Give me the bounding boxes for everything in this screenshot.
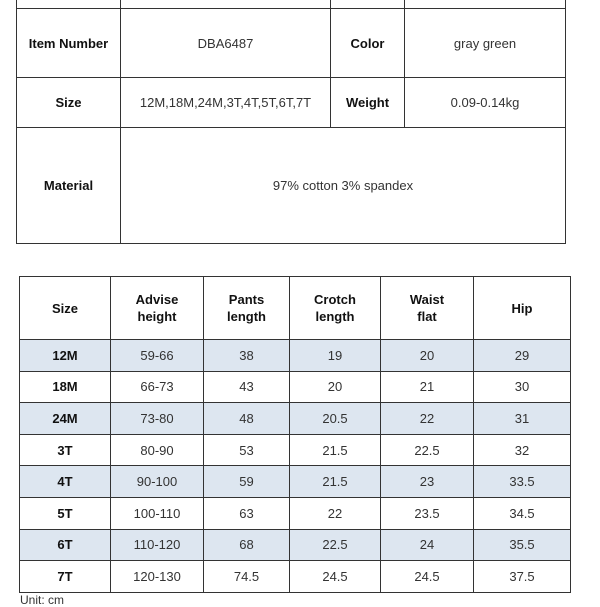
cell-waist-flat: 24.5: [381, 561, 474, 593]
cell-pants-length: 74.5: [204, 561, 290, 593]
spec-cell-empty: [331, 0, 405, 9]
cell-hip: 35.5: [474, 529, 571, 561]
cell-waist-flat: 20: [381, 340, 474, 372]
item-number-value: DBA6487: [121, 9, 331, 78]
cell-advise-height: 110-120: [111, 529, 204, 561]
weight-label: Weight: [331, 78, 405, 128]
material-label: Material: [17, 128, 121, 244]
cell-size: 18M: [20, 371, 111, 403]
cell-size: 5T: [20, 497, 111, 529]
table-row: [20, 497, 571, 529]
cell-waist-flat: 22.5: [381, 434, 474, 466]
cell-pants-length: 43: [204, 371, 290, 403]
cell-crotch-length: 21.5: [290, 434, 381, 466]
cell-crotch-length: 21.5: [290, 466, 381, 498]
cell-advise-height: 100-110: [111, 497, 204, 529]
cell-crotch-length: 20.5: [290, 403, 381, 435]
cell-waist-flat: 22: [381, 403, 474, 435]
color-value: gray green: [405, 9, 566, 78]
spec-cell-empty: [405, 0, 566, 9]
cell-size: 6T: [20, 529, 111, 561]
column-header: Waist flat: [381, 277, 474, 340]
column-header: Advise height: [111, 277, 204, 340]
table-row: [20, 403, 571, 435]
cell-size: 7T: [20, 561, 111, 593]
item-number-label: Item Number: [17, 9, 121, 78]
column-header: Crotch length: [290, 277, 381, 340]
cell-waist-flat: 24: [381, 529, 474, 561]
cell-hip: 37.5: [474, 561, 571, 593]
cell-pants-length: 63: [204, 497, 290, 529]
cell-size: 12M: [20, 340, 111, 372]
size-chart-body: [20, 340, 571, 593]
cell-hip: 31: [474, 403, 571, 435]
spec-cell-empty: [17, 0, 121, 9]
color-label: Color: [331, 9, 405, 78]
cell-advise-height: 80-90: [111, 434, 204, 466]
cell-waist-flat: 23: [381, 466, 474, 498]
table-row: [20, 340, 571, 372]
cell-hip: 29: [474, 340, 571, 372]
column-header: Pants length: [204, 277, 290, 340]
cell-pants-length: 53: [204, 434, 290, 466]
material-value: 97% cotton 3% spandex: [121, 128, 566, 244]
cell-hip: 33.5: [474, 466, 571, 498]
cell-crotch-length: 22.5: [290, 529, 381, 561]
spec-row-size: [17, 78, 566, 128]
table-row: [20, 561, 571, 593]
cell-size: 24M: [20, 403, 111, 435]
cell-hip: 34.5: [474, 497, 571, 529]
product-spec-table: [16, 0, 566, 244]
cell-pants-length: 48: [204, 403, 290, 435]
cell-pants-length: 68: [204, 529, 290, 561]
table-row: [20, 529, 571, 561]
cell-pants-length: 59: [204, 466, 290, 498]
cell-advise-height: 66-73: [111, 371, 204, 403]
table-row: [20, 371, 571, 403]
spec-row-item-number: [17, 9, 566, 78]
weight-value: 0.09-0.14kg: [405, 78, 566, 128]
spec-row-top: [17, 0, 566, 9]
cell-size: 4T: [20, 466, 111, 498]
spec-cell-empty: [121, 0, 331, 9]
cell-crotch-length: 20: [290, 371, 381, 403]
cell-advise-height: 90-100: [111, 466, 204, 498]
cell-advise-height: 59-66: [111, 340, 204, 372]
cell-advise-height: 73-80: [111, 403, 204, 435]
cell-pants-length: 38: [204, 340, 290, 372]
size-label: Size: [17, 78, 121, 128]
cell-advise-height: 120-130: [111, 561, 204, 593]
column-header: Hip: [474, 277, 571, 340]
cell-crotch-length: 22: [290, 497, 381, 529]
table-row: [20, 466, 571, 498]
cell-hip: 30: [474, 371, 571, 403]
column-header: Size: [20, 277, 111, 340]
cell-crotch-length: 24.5: [290, 561, 381, 593]
cell-hip: 32: [474, 434, 571, 466]
cell-size: 3T: [20, 434, 111, 466]
size-value: 12M,18M,24M,3T,4T,5T,6T,7T: [121, 78, 331, 128]
spec-row-material: [17, 128, 566, 244]
unit-note: Unit: cm: [20, 593, 65, 607]
cell-crotch-length: 19: [290, 340, 381, 372]
size-chart-table: [19, 276, 571, 593]
table-row: [20, 434, 571, 466]
cell-waist-flat: 21: [381, 371, 474, 403]
size-chart-header-row: [20, 277, 571, 340]
cell-waist-flat: 23.5: [381, 497, 474, 529]
